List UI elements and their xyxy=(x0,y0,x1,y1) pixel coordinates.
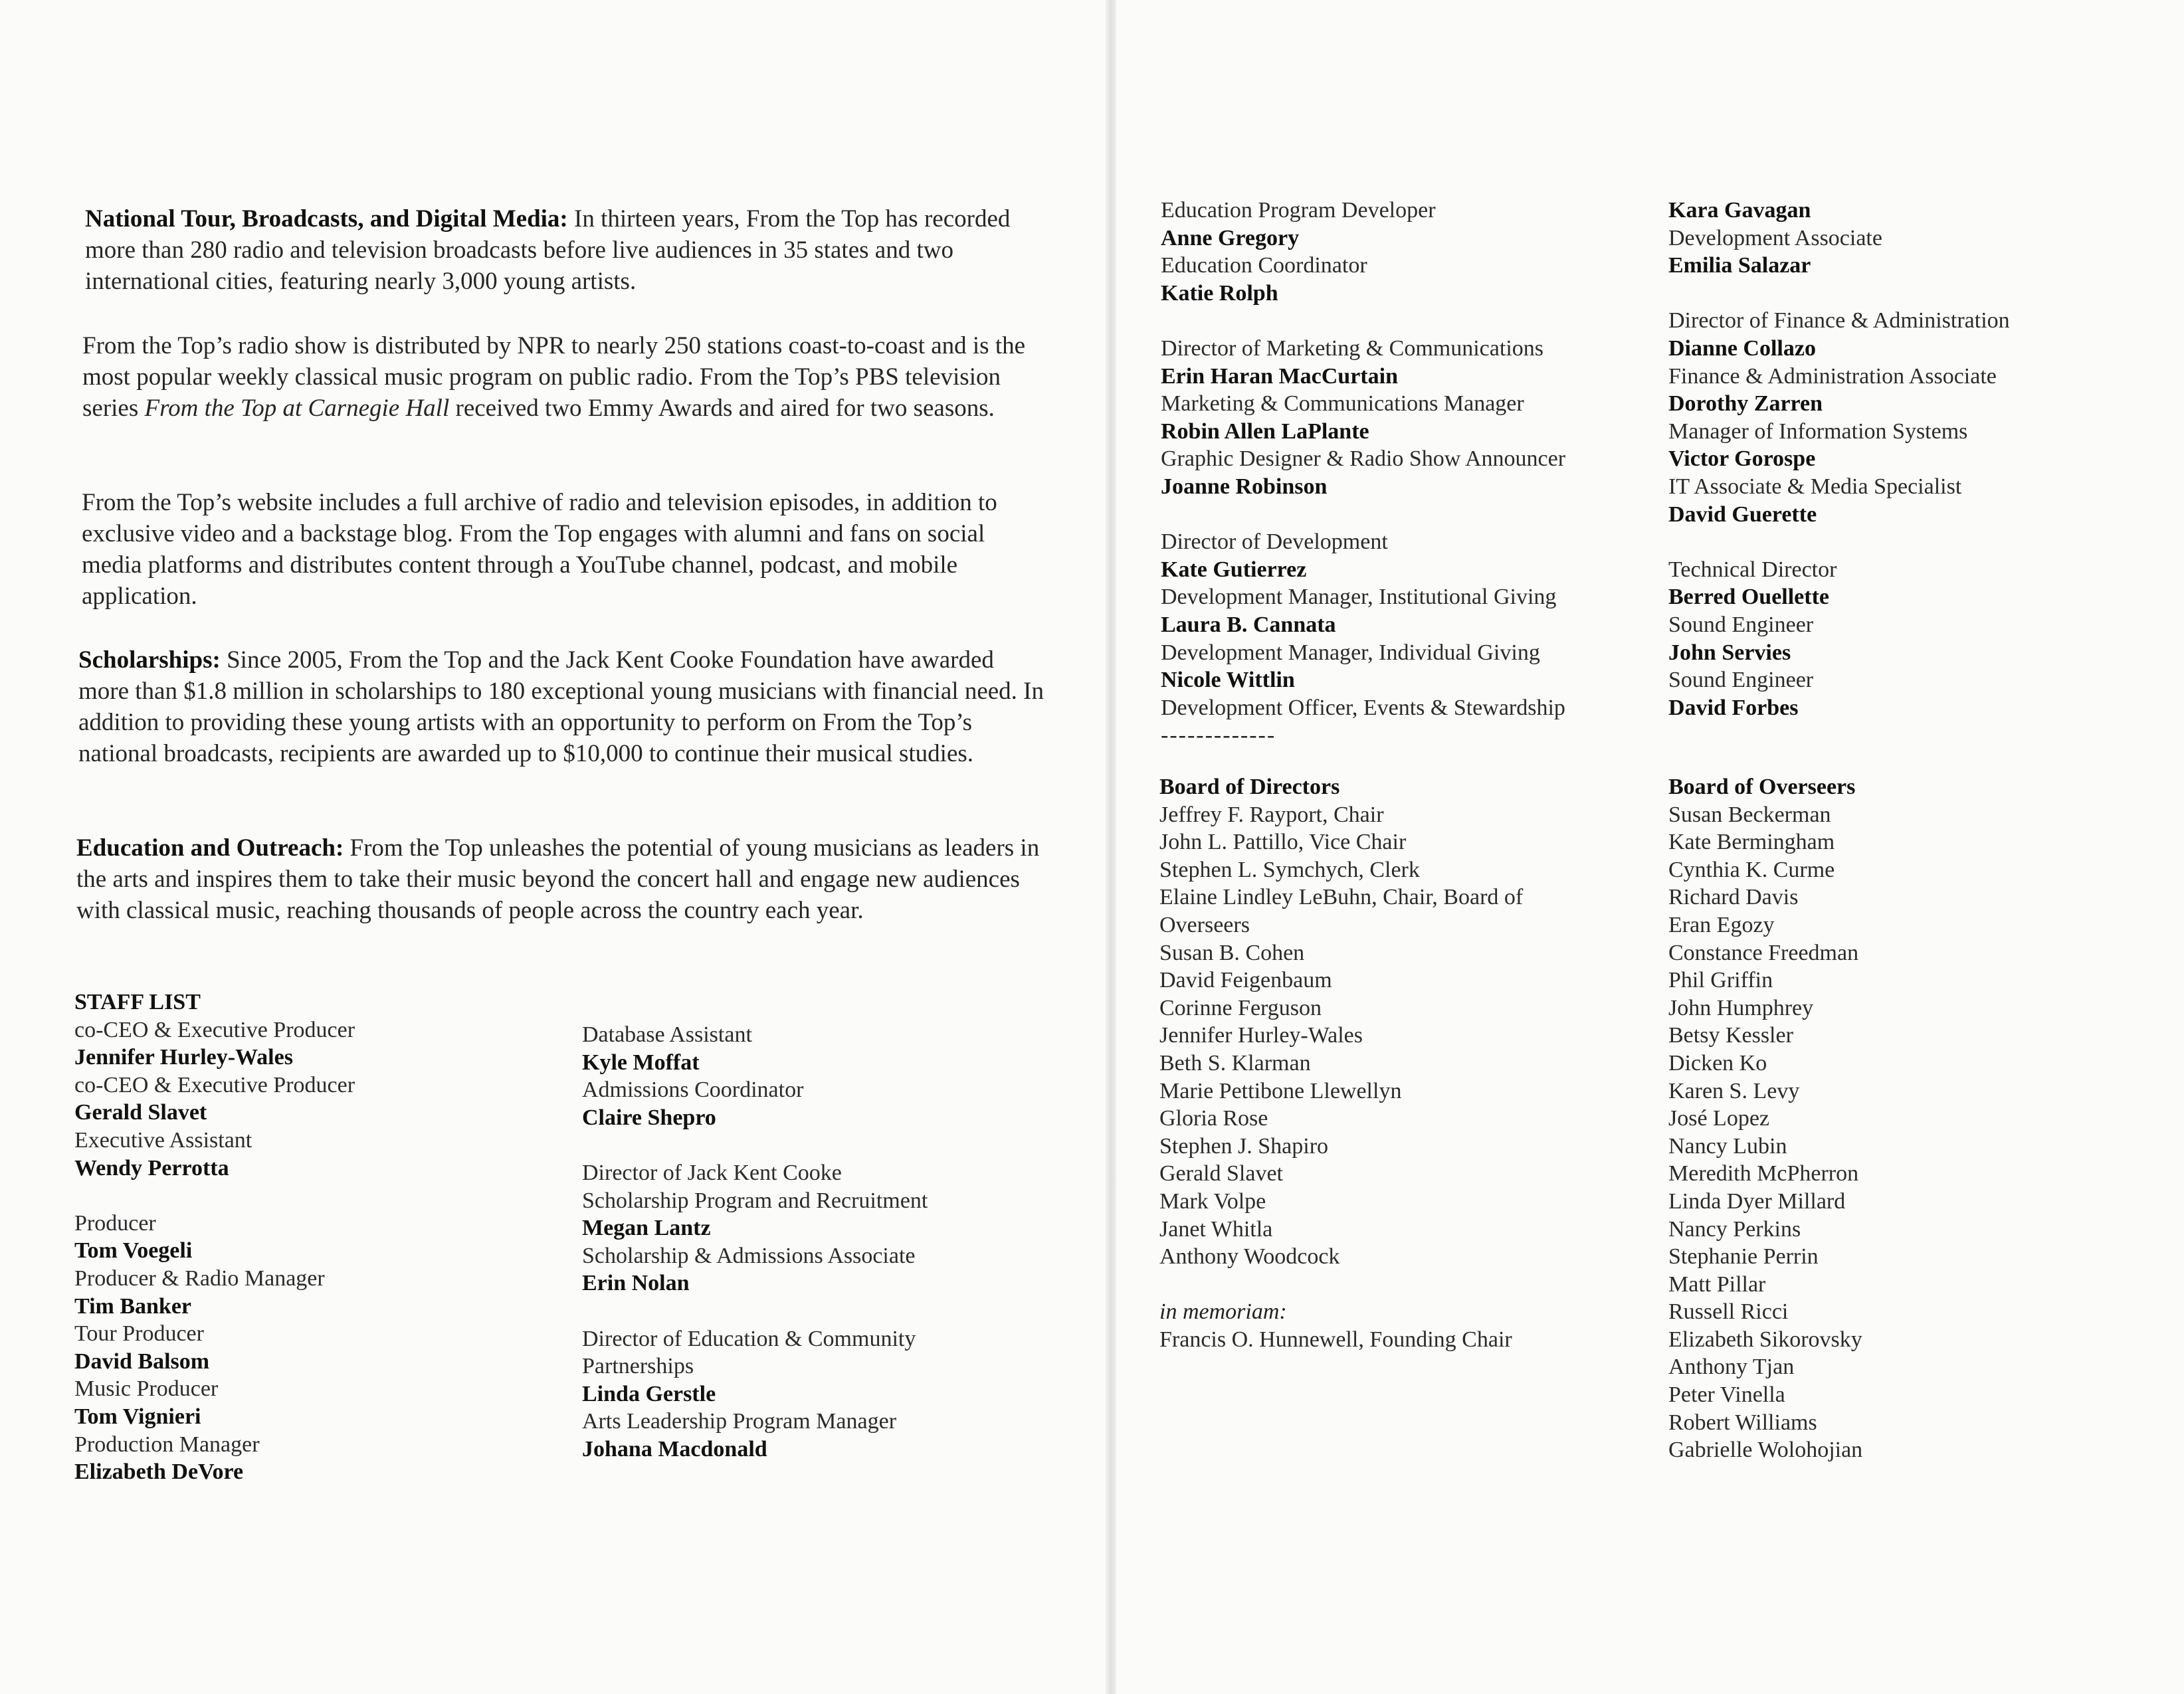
list-entry: Richard Davis xyxy=(1668,885,1799,910)
staff-name: Tom Voegeli xyxy=(74,1238,193,1264)
list-entry: Meredith McPherron xyxy=(1668,1161,1859,1186)
list-entry: Tour Producer xyxy=(74,1321,204,1347)
list-entry: Constance Freedman xyxy=(1668,940,1859,965)
list-entry: Janet Whitla xyxy=(1159,1216,1273,1242)
education-text: From the Top unleashes the potential of young musicians as leaders in the arts and inspires them to take their music beyond the concert hall and engage new audiences with classical music, reaching thousands of people across the country each year. xyxy=(76,834,1040,924)
list-entry: Executive Assistant xyxy=(74,1127,252,1153)
list-entry: Scholarship Program and Recruitment xyxy=(582,1188,928,1213)
staff-list-column-4 xyxy=(1668,197,2010,721)
radio-paragraph xyxy=(82,330,1047,424)
list-entry: Gabrielle Wolohojian xyxy=(1668,1438,1863,1463)
tour-paragraph xyxy=(85,203,1048,297)
list-entry: Director of Marketing & Communications xyxy=(1161,335,1543,361)
list-entry: Peter Vinella xyxy=(1668,1382,1785,1408)
staff-name: Robin Allen LaPlante xyxy=(1161,419,1369,444)
staff-list-column-1 xyxy=(74,988,355,1486)
list-entry: Betsy Kessler xyxy=(1668,1023,1793,1048)
staff-name: Laura B. Cannata xyxy=(1161,612,1336,637)
spacer xyxy=(582,1131,928,1159)
staff-name: Anne Gregory xyxy=(1161,225,1300,250)
list-entry: Jeffrey F. Rayport, Chair xyxy=(1159,802,1384,827)
list-entry: Education Coordinator xyxy=(1161,253,1367,278)
list-entry: Gerald Slavet xyxy=(1159,1161,1283,1186)
list-entry: Producer & Radio Manager xyxy=(74,1266,325,1291)
list-entry: Marie Pettibone Llewellyn xyxy=(1159,1078,1402,1103)
staff-name: Joanne Robinson xyxy=(1161,474,1328,499)
list-entry: Director of Jack Kent Cooke xyxy=(582,1160,842,1185)
staff-name: David Forbes xyxy=(1668,695,1799,720)
list-entry: Stephen J. Shapiro xyxy=(1159,1133,1329,1159)
list-entry: John L. Pattillo, Vice Chair xyxy=(1159,830,1407,855)
staff-name: Johana Macdonald xyxy=(582,1436,767,1461)
staff-list-column-3 xyxy=(1161,197,1565,749)
separator-dashes: ------------- xyxy=(1161,723,1276,748)
list-entry: Jennifer Hurley-Wales xyxy=(1159,1023,1363,1048)
staff-name: Dorothy Zarren xyxy=(1668,391,1823,417)
staff-name: Tim Banker xyxy=(74,1293,192,1319)
list-entry: Marketing & Communications Manager xyxy=(1161,391,1524,417)
list-entry: Nancy Perkins xyxy=(1668,1216,1801,1242)
staff-name: Dianne Collazo xyxy=(1668,335,1816,361)
list-entry: Corinne Ferguson xyxy=(1159,995,1322,1020)
list-entry: Kate Bermingham xyxy=(1668,830,1835,855)
staff-name: Wendy Perrotta xyxy=(74,1155,229,1180)
list-entry: Dicken Ko xyxy=(1668,1050,1767,1076)
scholarships-heading: Scholarships: xyxy=(78,646,221,674)
spacer xyxy=(1668,528,2010,556)
list-entry: Beth S. Klarman xyxy=(1159,1050,1311,1076)
list-entry: Sound Engineer xyxy=(1668,612,1814,637)
list-entry: Technical Director xyxy=(1668,557,1837,582)
list-entry: Anthony Woodcock xyxy=(1159,1244,1340,1270)
education-heading: Education and Outreach: xyxy=(76,834,344,862)
list-entry: Stephen L. Symchych, Clerk xyxy=(1159,857,1420,882)
list-entry: Cynthia K. Curme xyxy=(1668,857,1835,882)
list-entry: Susan B. Cohen xyxy=(1159,940,1305,965)
spacer xyxy=(1159,1271,1523,1299)
list-entry: Matt Pillar xyxy=(1668,1271,1766,1297)
list-entry: John Humphrey xyxy=(1668,995,1814,1020)
list-entry: Elizabeth Sikorovsky xyxy=(1668,1327,1862,1352)
spacer xyxy=(1161,501,1565,529)
website-paragraph xyxy=(82,487,1049,612)
list-entry: Partnerships xyxy=(582,1354,694,1379)
board-of-overseers xyxy=(1668,773,1862,1464)
list-entry: Director of Education & Community xyxy=(582,1326,916,1351)
tv-series-title: From the Top at Carnegie Hall xyxy=(144,395,450,422)
staff-name: Gerald Slavet xyxy=(74,1100,207,1125)
scholarships-paragraph xyxy=(78,644,1047,769)
list-entry: Stephanie Perrin xyxy=(1668,1244,1819,1270)
scholarships-text: Since 2005, From the Top and the Jack Kent Cooke Foundation have awarded more than $1.8 million in scholarships to 180 exceptional young musicians with financial need. In addition to providing these young artists with an opportunity to perform on From the Top’s national broadcasts, recipients are awarded up to $10,000 to continue their musical studies. xyxy=(78,646,1044,767)
spacer xyxy=(582,1297,928,1325)
list-entry: Education Program Developer xyxy=(1161,198,1436,223)
list-entry: Development Associate xyxy=(1668,225,1882,250)
spacer xyxy=(1668,280,2010,308)
book-gutter xyxy=(1106,0,1116,1694)
staff-name: Berred Ouellette xyxy=(1668,585,1830,610)
board-of-directors xyxy=(1159,773,1523,1353)
spacer xyxy=(74,1182,355,1210)
list-entry: Director of Finance & Administration xyxy=(1668,308,2010,333)
section-heading: Board of Overseers xyxy=(1668,775,1856,799)
list-entry: Finance & Administration Associate xyxy=(1668,363,1997,389)
list-entry: Arts Leadership Program Manager xyxy=(582,1409,897,1434)
staff-name: Erin Haran MacCurtain xyxy=(1161,363,1398,389)
staff-name: Erin Nolan xyxy=(582,1271,690,1296)
list-entry: Robert Williams xyxy=(1668,1410,1817,1435)
list-entry: co-CEO & Executive Producer xyxy=(74,1017,355,1042)
list-entry: Karen S. Levy xyxy=(1668,1078,1800,1103)
list-entry: Elaine Lindley LeBuhn, Chair, Board of xyxy=(1159,885,1524,910)
tour-text: In thirteen years, From the Top has recorded more than 280 radio and television broadcasts before live audiences in 35 states and two international cities, featuring nearly 3,000 young artists. xyxy=(85,205,1011,295)
list-entry: Sound Engineer xyxy=(1668,668,1814,693)
staff-name: Jennifer Hurley-Wales xyxy=(74,1045,293,1070)
list-entry: David Feigenbaum xyxy=(1159,968,1332,993)
staff-name: John Servies xyxy=(1668,640,1791,665)
list-entry: Gloria Rose xyxy=(1159,1106,1268,1131)
list-entry: Director of Development xyxy=(1161,529,1388,555)
list-entry: Linda Dyer Millard xyxy=(1668,1188,1846,1214)
list-entry: Producer xyxy=(74,1210,156,1236)
staff-name: Elizabeth DeVore xyxy=(74,1459,244,1485)
staff-name: Victor Gorospe xyxy=(1668,446,1816,472)
list-entry: Eran Egozy xyxy=(1668,912,1775,937)
list-entry: Development Officer, Events & Stewardship xyxy=(1161,695,1565,720)
section-heading: Board of Directors xyxy=(1159,775,1340,799)
list-entry: Overseers xyxy=(1159,912,1250,937)
list-entry: Production Manager xyxy=(74,1432,260,1457)
staff-list-column-2 xyxy=(582,1021,928,1463)
list-entry: Music Producer xyxy=(74,1376,219,1402)
staff-name: Megan Lantz xyxy=(582,1216,711,1241)
staff-name: Kate Gutierrez xyxy=(1161,557,1307,582)
radio-text-b: received two Emmy Awards and aired for two seasons. xyxy=(449,395,995,422)
education-paragraph xyxy=(76,832,1046,926)
list-entry: Russell Ricci xyxy=(1668,1299,1789,1325)
spacer xyxy=(1161,307,1565,335)
list-entry: Scholarship & Admissions Associate xyxy=(582,1243,916,1268)
list-entry: Anthony Tjan xyxy=(1668,1355,1795,1380)
staff-name: Linda Gerstle xyxy=(582,1381,716,1406)
list-entry: Development Manager, Institutional Giving xyxy=(1161,585,1557,610)
list-entry: Susan Beckerman xyxy=(1668,802,1831,827)
list-entry: Development Manager, Individual Giving xyxy=(1161,640,1540,665)
staff-name: David Balsom xyxy=(74,1349,210,1374)
list-entry: José Lopez xyxy=(1668,1106,1770,1131)
staff-name: David Guerette xyxy=(1668,502,1817,527)
staff-name: Kara Gavagan xyxy=(1668,198,1811,223)
list-entry: Admissions Coordinator xyxy=(582,1078,804,1103)
list-entry: Mark Volpe xyxy=(1159,1188,1266,1214)
staff-name: Kyle Moffat xyxy=(582,1050,700,1075)
staff-name: Tom Vignieri xyxy=(74,1404,201,1429)
list-entry: Francis O. Hunnewell, Founding Chair xyxy=(1159,1327,1512,1352)
list-entry: IT Associate & Media Specialist xyxy=(1668,474,1962,499)
staff-name: Claire Shepro xyxy=(582,1105,716,1130)
website-text: From the Top’s website includes a full archive of radio and television episodes, in addition to exclusive video and a backstage blog. From the Top engages with alumni and fans on social media platforms and distributes content through a YouTube channel, podcast, and mobile application. xyxy=(82,489,997,610)
staff-name: Nicole Wittlin xyxy=(1161,668,1295,693)
list-entry: co-CEO & Executive Producer xyxy=(74,1072,355,1097)
staff-list-title: STAFF LIST xyxy=(74,990,201,1014)
list-entry: Manager of Information Systems xyxy=(1668,419,1968,444)
staff-name: Katie Rolph xyxy=(1161,280,1278,306)
list-entry: Database Assistant xyxy=(582,1022,752,1047)
list-entry: Phil Griffin xyxy=(1668,968,1773,993)
staff-name: Emilia Salazar xyxy=(1668,253,1811,278)
memoriam-label: in memoriam: xyxy=(1159,1299,1287,1325)
list-entry: Nancy Lubin xyxy=(1668,1133,1787,1159)
radio-text-a: From the Top’s radio show is distributed by NPR to nearly 250 stations coast-to-coast and is the most popular weekly classical music program on public radio. From the Top’s PBS television series xyxy=(82,332,1026,422)
tour-heading: National Tour, Broadcasts, and Digital Media: xyxy=(85,205,568,233)
list-entry: Graphic Designer & Radio Show Announcer xyxy=(1161,446,1566,472)
